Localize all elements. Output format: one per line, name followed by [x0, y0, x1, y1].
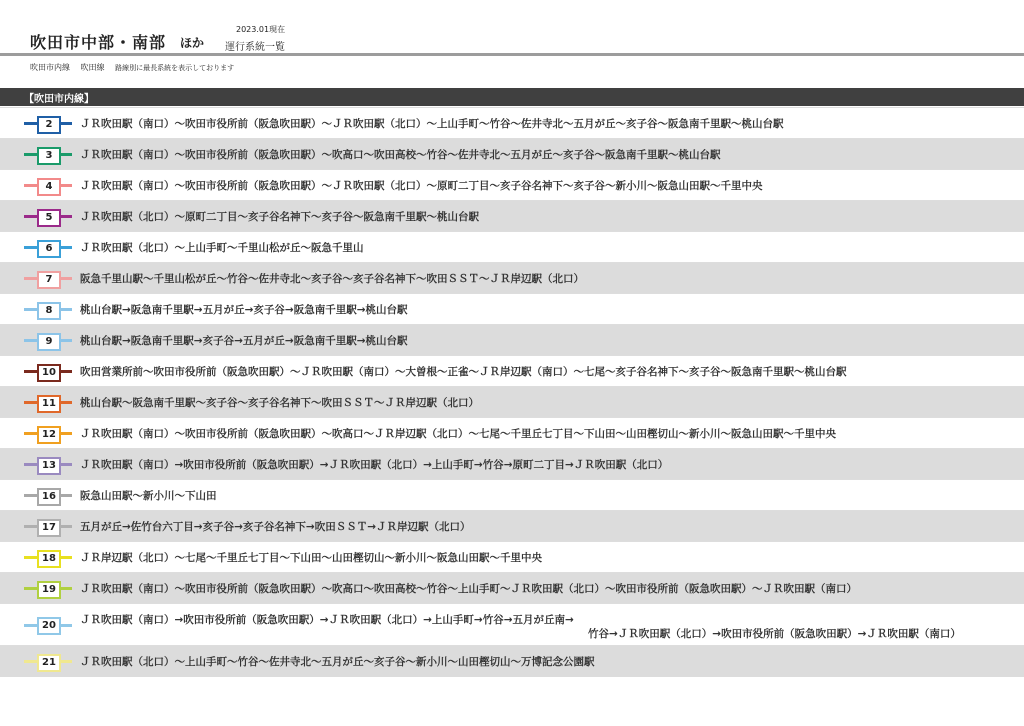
route-number-badge — [24, 271, 72, 287]
route-row — [0, 138, 1024, 170]
route-description: 桃山台駅→阪急南千里駅→亥子谷→五月が丘→阪急南千里駅→桃山台駅 — [80, 335, 408, 347]
route-description: ＪＲ吹田駅（北口）〜原町二丁目〜亥子谷名神下〜亥子谷〜阪急南千里駅〜桃山台駅 — [80, 211, 479, 223]
route-row — [0, 169, 1024, 201]
route-description: 阪急山田駅〜新小川〜下山田 — [80, 490, 217, 502]
route-number-badge — [24, 550, 72, 566]
route-number: 9 — [37, 333, 61, 351]
route-number-badge — [24, 116, 72, 132]
route-row — [0, 510, 1024, 542]
route-description: 阪急千里山駅〜千里山松が丘〜竹谷〜佐井寺北〜亥子谷〜亥子谷名神下〜吹田ＳＳＴ〜ＪＲ岸辺駅（北口） — [80, 273, 584, 285]
route-description: ＪＲ吹田駅（南口）〜吹田市役所前（阪急吹田駅）〜ＪＲ吹田駅（北口）〜上山手町〜竹谷〜佐井寺北〜五月が丘〜亥子谷〜阪急南千里駅〜桃山台駅 — [80, 118, 784, 130]
as-of-date: 2023.01現在 — [236, 25, 286, 34]
route-number-badge — [24, 519, 72, 535]
route-number-badge — [24, 426, 72, 442]
route-number-badge — [24, 581, 72, 597]
route-row — [0, 324, 1024, 356]
route-row — [0, 603, 1024, 646]
route-row — [0, 572, 1024, 604]
nav-item-suita-line[interactable]: 吹田線 — [80, 63, 105, 72]
route-number: 20 — [37, 617, 61, 635]
route-number-badge — [24, 240, 72, 256]
route-number-badge — [24, 333, 72, 349]
page-title: 吹田市中部・南部 — [30, 33, 167, 52]
route-description: ＪＲ吹田駅（南口）〜吹田市役所前（阪急吹田駅）〜吹高口〜吹田高校〜竹谷〜佐井寺北〜五月が丘〜亥子谷〜阪急南千里駅〜桃山台駅 — [80, 149, 721, 161]
list-label: 運行系統一覧 — [225, 42, 285, 53]
route-number-badge — [24, 395, 72, 411]
route-number-badge — [24, 302, 72, 318]
route-number: 21 — [37, 654, 61, 672]
route-description: 吹田営業所前〜吹田市役所前（阪急吹田駅）〜ＪＲ吹田駅（南口）〜大曽根〜正雀〜ＪＲ岸辺駅（南口）〜七尾〜亥子谷名神下〜亥子谷〜阪急南千里駅〜桃山台駅 — [80, 366, 847, 378]
route-row — [0, 645, 1024, 677]
route-number: 12 — [37, 426, 61, 444]
route-number-badge — [24, 364, 72, 380]
route-row — [0, 541, 1024, 573]
route-number-badge — [24, 178, 72, 194]
route-number: 13 — [37, 457, 61, 475]
route-row — [0, 200, 1024, 232]
route-row — [0, 293, 1024, 325]
line-nav — [30, 62, 242, 73]
route-description: 桃山台駅〜阪急南千里駅〜亥子谷〜亥子谷名神下〜吹田ＳＳＴ〜ＪＲ岸辺駅（北口） — [80, 397, 479, 409]
route-number: 16 — [37, 488, 61, 506]
route-number-badge — [24, 209, 72, 225]
route-description: 桃山台駅→阪急南千里駅→五月が丘→亥子谷→阪急南千里駅→桃山台駅 — [80, 304, 408, 316]
route-row — [0, 417, 1024, 449]
route-row — [0, 262, 1024, 294]
route-description-continued: 竹谷→ＪＲ吹田駅（北口）→吹田市役所前（阪急吹田駅）→ＪＲ吹田駅（南口） — [588, 628, 961, 640]
route-row — [0, 448, 1024, 480]
route-number: 6 — [37, 240, 61, 258]
route-number: 19 — [37, 581, 61, 599]
route-number: 17 — [37, 519, 61, 537]
header — [30, 22, 1024, 52]
route-description: ＪＲ吹田駅（北口）〜上山手町〜千里山松が丘〜阪急千里山 — [80, 242, 364, 254]
route-number: 4 — [37, 178, 61, 196]
route-description: ＪＲ吹田駅（南口）→吹田市役所前（阪急吹田駅）→ＪＲ吹田駅（北口）→上山手町→竹谷→原町二丁目→ＪＲ吹田駅（北口） — [80, 459, 669, 471]
section-header — [0, 88, 1024, 106]
header-divider — [0, 53, 1024, 56]
route-number: 10 — [37, 364, 61, 382]
route-number: 11 — [37, 395, 61, 413]
route-number-badge — [24, 147, 72, 163]
route-number: 18 — [37, 550, 61, 568]
route-description: ＪＲ吹田駅（北口）〜上山手町〜竹谷〜佐井寺北〜五月が丘〜亥子谷〜新小川〜山田樫切山〜万博記念公園駅 — [80, 656, 595, 668]
route-number: 2 — [37, 116, 61, 134]
page-subtitle: ほか — [180, 36, 205, 50]
route-row — [0, 107, 1024, 139]
route-row — [0, 231, 1024, 263]
route-description: ＪＲ吹田駅（南口）〜吹田市役所前（阪急吹田駅）〜吹高口〜吹田高校〜竹谷〜上山手町〜ＪＲ吹田駅（北口）〜吹田市役所前（阪急吹田駅）〜ＪＲ吹田駅（南口） — [80, 583, 857, 595]
route-number-badge — [24, 457, 72, 473]
route-number: 8 — [37, 302, 61, 320]
route-row — [0, 355, 1024, 387]
route-number: 3 — [37, 147, 61, 165]
route-description: ＪＲ吹田駅（南口）→吹田市役所前（阪急吹田駅）→ＪＲ吹田駅（北口）→上山手町→竹谷→五月が丘南→ — [80, 614, 574, 626]
route-number-badge — [24, 488, 72, 504]
route-number: 7 — [37, 271, 61, 289]
route-number-badge — [24, 654, 72, 670]
route-description: 五月が丘→佐竹台六丁目→亥子谷→亥子谷名神下→吹田ＳＳＴ→ＪＲ岸辺駅（北口） — [80, 521, 471, 533]
route-number: 5 — [37, 209, 61, 227]
route-description: ＪＲ岸辺駅（北口）〜七尾〜千里丘七丁目〜下山田〜山田樫切山〜新小川〜阪急山田駅〜千里中央 — [80, 552, 542, 564]
nav-item-suita-city-line[interactable]: 吹田市内線 — [30, 63, 70, 72]
nav-note: 路線別に最長系統を表示しております — [115, 64, 235, 72]
route-row — [0, 479, 1024, 511]
section-title: 【吹田市内線】 — [24, 94, 94, 105]
route-number-badge — [24, 617, 72, 633]
route-row — [0, 386, 1024, 418]
route-description: ＪＲ吹田駅（南口）〜吹田市役所前（阪急吹田駅）〜吹高口〜ＪＲ岸辺駅（北口）〜七尾〜千里丘七丁目〜下山田〜山田樫切山〜新小川〜阪急山田駅〜千里中央 — [80, 428, 836, 440]
route-description: ＪＲ吹田駅（南口）〜吹田市役所前（阪急吹田駅）〜ＪＲ吹田駅（北口）〜原町二丁目〜亥子谷名神下〜亥子谷〜新小川〜阪急山田駅〜千里中央 — [80, 180, 763, 192]
